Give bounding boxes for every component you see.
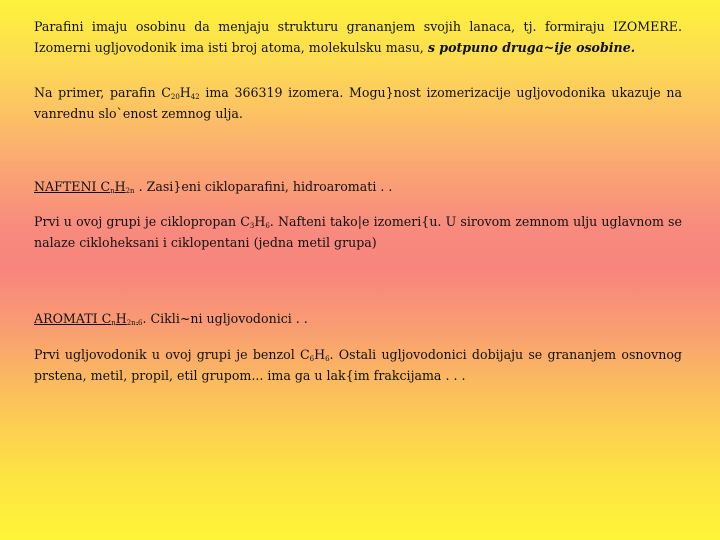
paragraph-benzene-text-a: Prvi ugljovodonik u ovoj grupi je benzol C — [34, 347, 310, 362]
paragraph-paraffin-text-b: H — [179, 85, 191, 100]
section-naphthenes — [34, 176, 682, 197]
paragraph-benzene-text-b: H — [314, 347, 326, 362]
paragraph-paraffin-text-c: ima 366319 izomera. Mogu}nost izomerizacije ugljovodonika ukazuje na vanrednu slo`enost zemnog ulja. — [34, 85, 682, 121]
paragraph-isomers — [34, 16, 682, 58]
formula-subscript: 2n-6 — [126, 319, 143, 327]
aromatics-heading — [34, 311, 143, 326]
naphthenes-heading-text-b: H — [114, 179, 126, 194]
paragraph-isomers-text: Parafini imaju osobinu da menjaju strukturu grananjem svojih lanaca, tj. formiraju IZOMERE. Izomerni ugljovodonik ima isti broj atoma, molekulsku masu, — [34, 19, 682, 55]
naphthenes-description: . Zasi}eni cikloparafini, hidroaromati . . — [134, 179, 393, 194]
formula-subscript: 3 — [249, 222, 255, 230]
paragraph-paraffin-text-a: Na primer, parafin C — [34, 85, 171, 100]
formula-subscript: n — [110, 187, 115, 195]
paragraph-cyclopropane-text-b: H — [254, 214, 266, 229]
formula-subscript: 2n — [125, 187, 135, 195]
aromatics-heading-text-b: H — [115, 311, 127, 326]
formula-subscript: 20 — [170, 93, 180, 101]
aromatics-description: . Cikli~ni ugljovodonici . . — [142, 311, 308, 326]
paragraph-isomers-emphasis: s potpuno druga~ije osobine. — [427, 40, 636, 55]
formula-subscript: 6 — [309, 355, 315, 363]
paragraph-benzene — [34, 344, 682, 386]
naphthenes-heading — [34, 179, 135, 194]
section-aromatics — [34, 308, 682, 329]
formula-subscript: 6 — [325, 355, 330, 363]
paragraph-cyclopropane-text-c: . Nafteni tako|e izomeri{u. U sirovom zemnom ulju uglavnom se nalaze cikloheksani i ciklopentani (jedna metil grupa) — [34, 214, 682, 250]
paragraph-cyclopropane — [34, 211, 682, 253]
naphthenes-heading-text-a: NAFTENI C — [34, 179, 111, 194]
formula-subscript: n — [111, 319, 116, 327]
paragraph-paraffin-example — [34, 82, 682, 124]
paragraph-benzene-text-c: . Ostali ugljovodonici dobijaju se grananjem osnovnog prstena, metil, propil, etil grupom... ima ga u lak{im frakcijama . . . — [34, 347, 682, 383]
formula-subscript: 6 — [265, 222, 270, 230]
paragraph-cyclopropane-text-a: Prvi u ovoj grupi je ciklopropan C — [34, 214, 250, 229]
formula-subscript: 42 — [190, 93, 200, 101]
aromatics-heading-text-a: AROMATI C — [34, 311, 112, 326]
